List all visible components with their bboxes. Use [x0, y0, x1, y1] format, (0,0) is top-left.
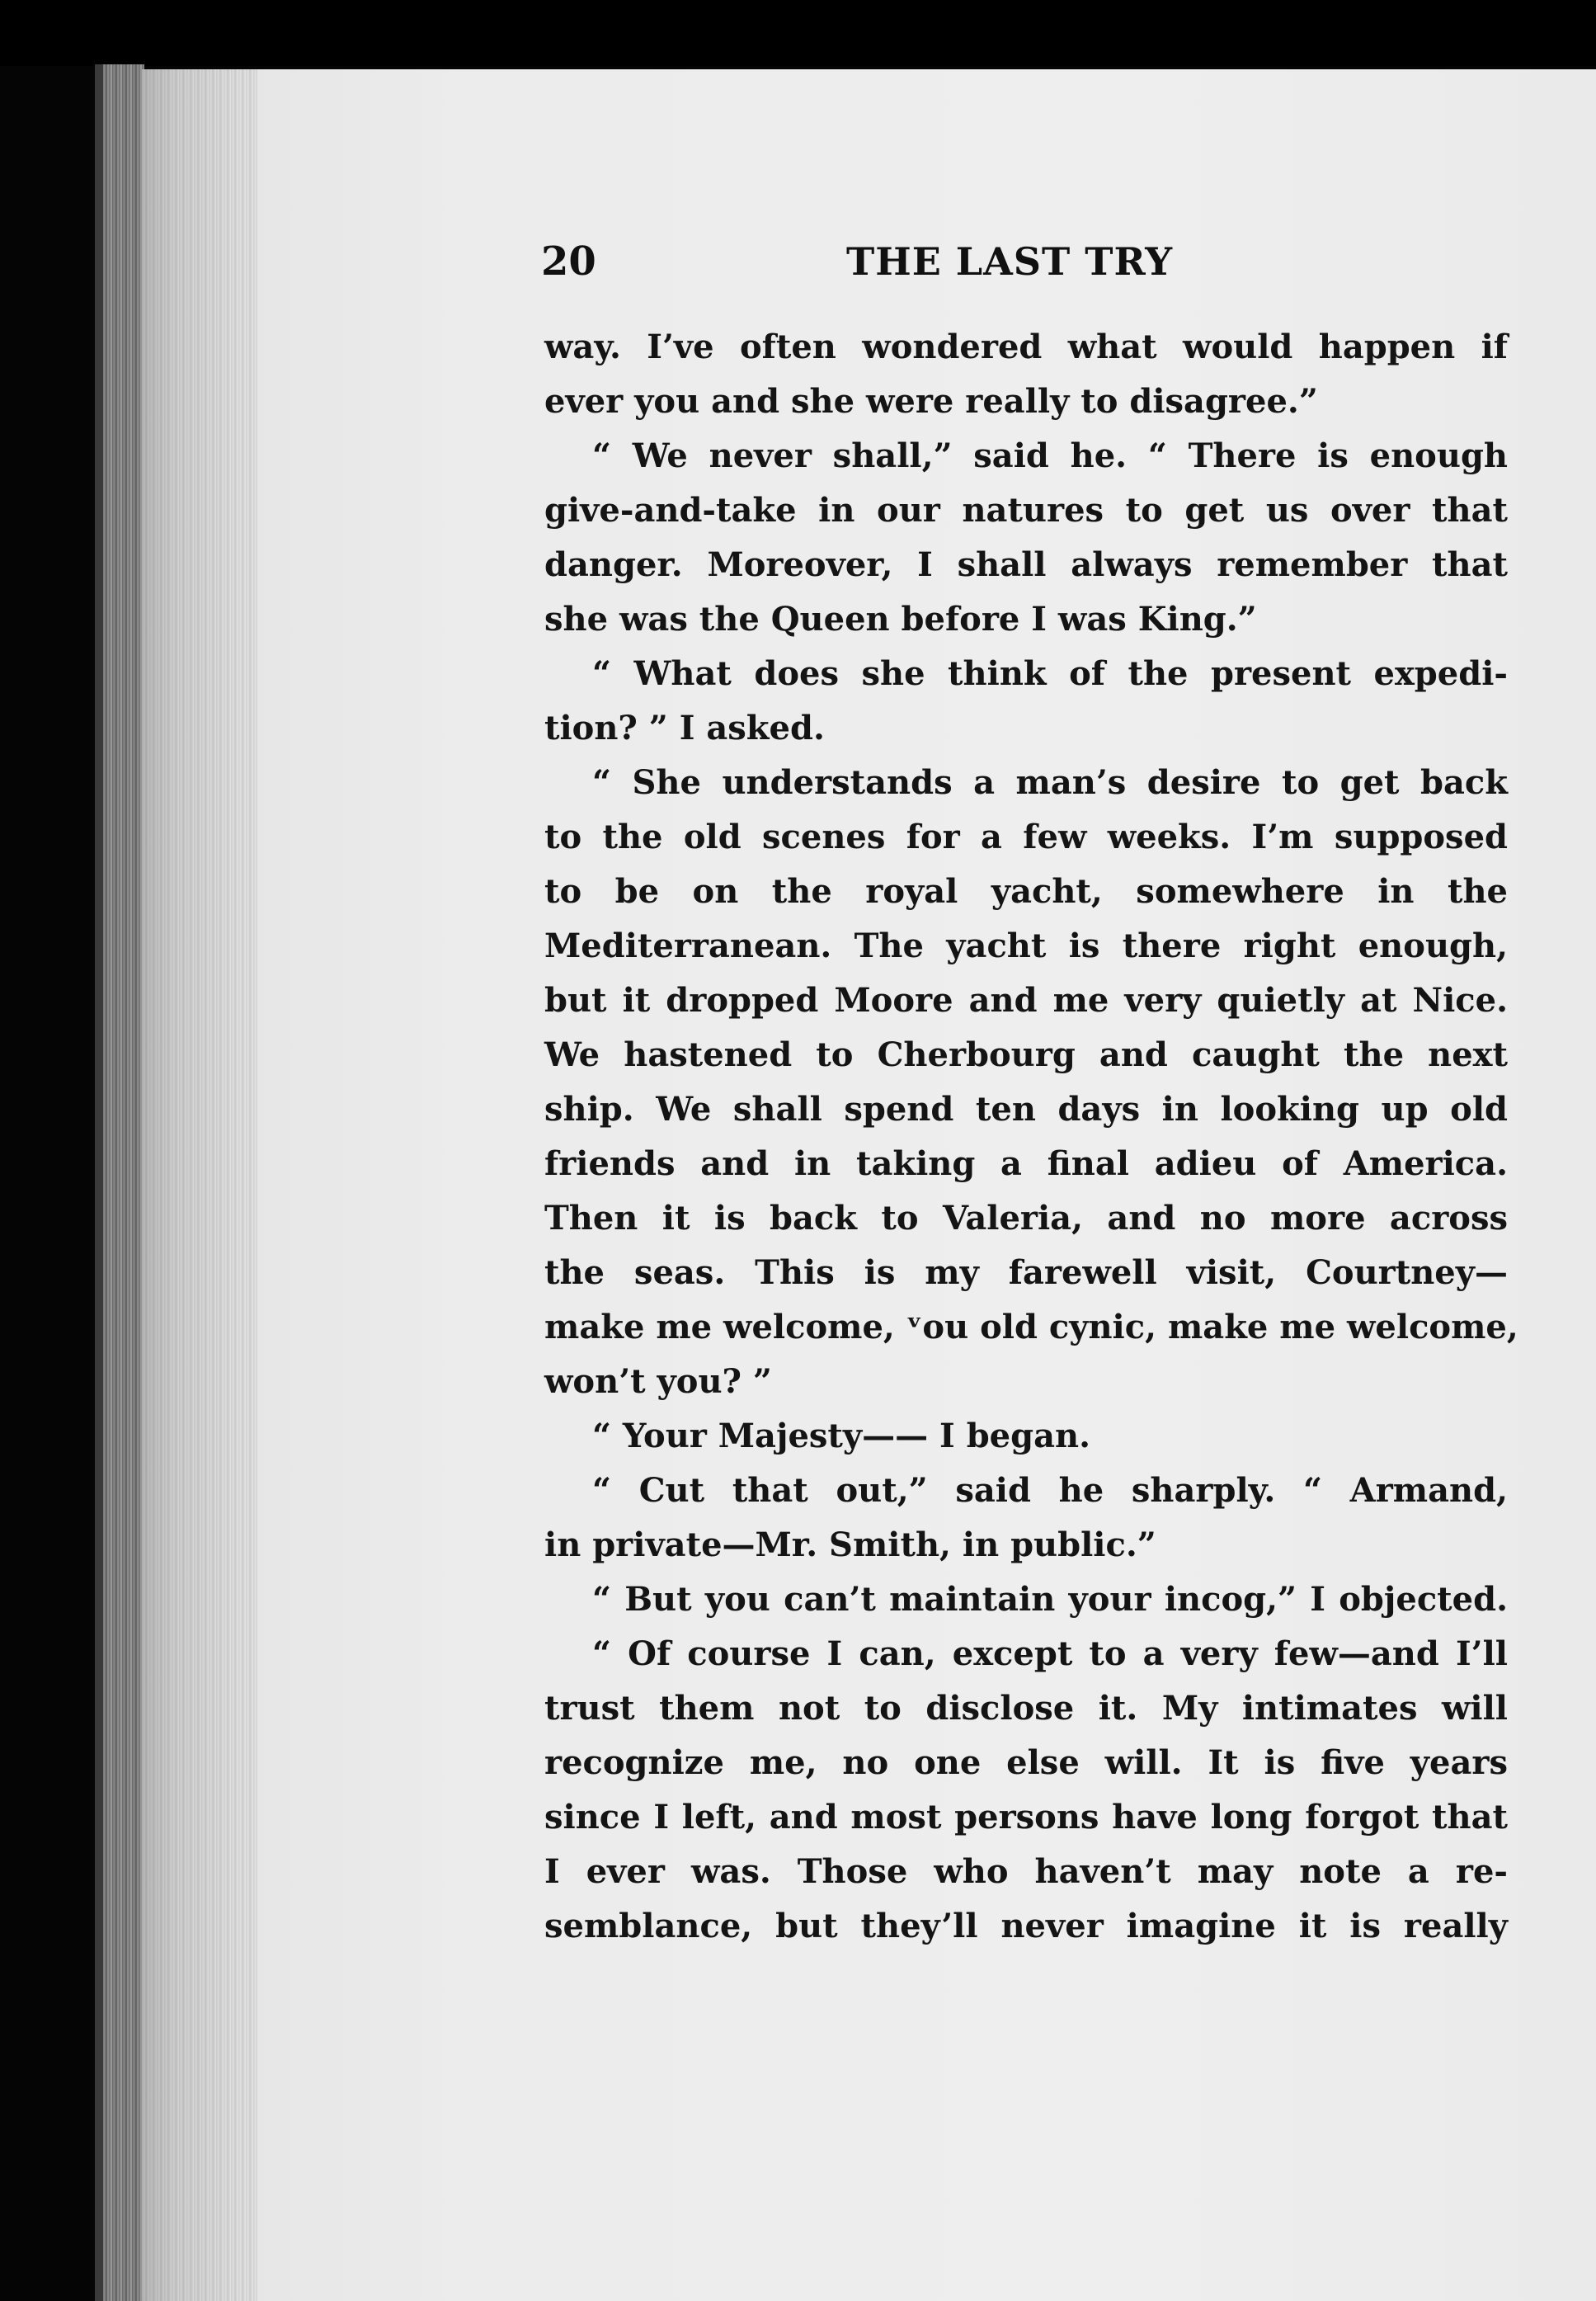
- text-line: ever you and she were really to disagree.”: [544, 382, 1318, 421]
- book-spine-page-edges: [103, 64, 144, 2301]
- text-line: way. I’ve often wondered what would happen if: [544, 328, 1508, 366]
- text-line: “ Cut that out,” said he sharply. “ Armand,: [592, 1471, 1508, 1510]
- text-line: danger. Moreover, I shall always remember that: [544, 545, 1508, 584]
- text-line: to the old scenes for a few weeks. I’m supposed: [544, 818, 1508, 856]
- text-line: “ We never shall,” said he. “ There is enough: [592, 436, 1508, 475]
- text-line: I ever was. Those who haven’t may note a re-: [544, 1852, 1508, 1891]
- text-line: tion? ” I asked.: [544, 709, 825, 747]
- text-line: won’t you? ”: [544, 1362, 772, 1401]
- text-line: give-and-take in our natures to get us over that: [544, 491, 1508, 530]
- scan-top-border: [0, 0, 1596, 66]
- text-line: recognize me, no one else will. It is five years: [544, 1743, 1508, 1782]
- text-line: she was the Queen before I was King.”: [544, 600, 1257, 639]
- body-text: [544, 320, 1518, 1954]
- text-line: “ Your Majesty—— I began.: [592, 1417, 1091, 1455]
- text-line: make me welcome, ᵛou old cynic, make me welcome,: [544, 1308, 1518, 1346]
- text-line: but it dropped Moore and me very quietly at Nice.: [544, 981, 1508, 1020]
- text-line: Then it is back to Valeria, and no more across: [544, 1199, 1508, 1238]
- text-line: “ But you can’t maintain your incog,” I objected.: [592, 1580, 1508, 1619]
- running-title: THE LAST TRY: [846, 239, 1174, 284]
- text-line: the seas. This is my farewell visit, Courtney—: [544, 1253, 1508, 1292]
- text-line: to be on the royal yacht, somewhere in the: [544, 872, 1508, 911]
- text-line: “ Of course I can, except to a very few—and I’ll: [592, 1634, 1508, 1673]
- page-gutter-shadow: [142, 69, 257, 2301]
- page-number: 20: [541, 238, 596, 285]
- text-line: since I left, and most persons have long forgot that: [544, 1798, 1508, 1837]
- text-line: ship. We shall spend ten days in looking up old: [544, 1090, 1508, 1129]
- text-line: “ She understands a man’s desire to get back: [592, 763, 1508, 802]
- page-header: [541, 233, 1506, 290]
- text-line: trust them not to disclose it. My intimates will: [544, 1689, 1508, 1728]
- text-line: in private—Mr. Smith, in public.”: [544, 1525, 1156, 1564]
- text-line: friends and in taking a final adieu of America.: [544, 1144, 1508, 1183]
- text-line: Mediterranean. The yacht is there right enough,: [544, 927, 1508, 965]
- text-line: We hastened to Cherbourg and caught the next: [544, 1035, 1508, 1074]
- text-line: “ What does she think of the present expedi-: [592, 654, 1508, 693]
- text-line: semblance, but they’ll never imagine it is really: [544, 1907, 1508, 1945]
